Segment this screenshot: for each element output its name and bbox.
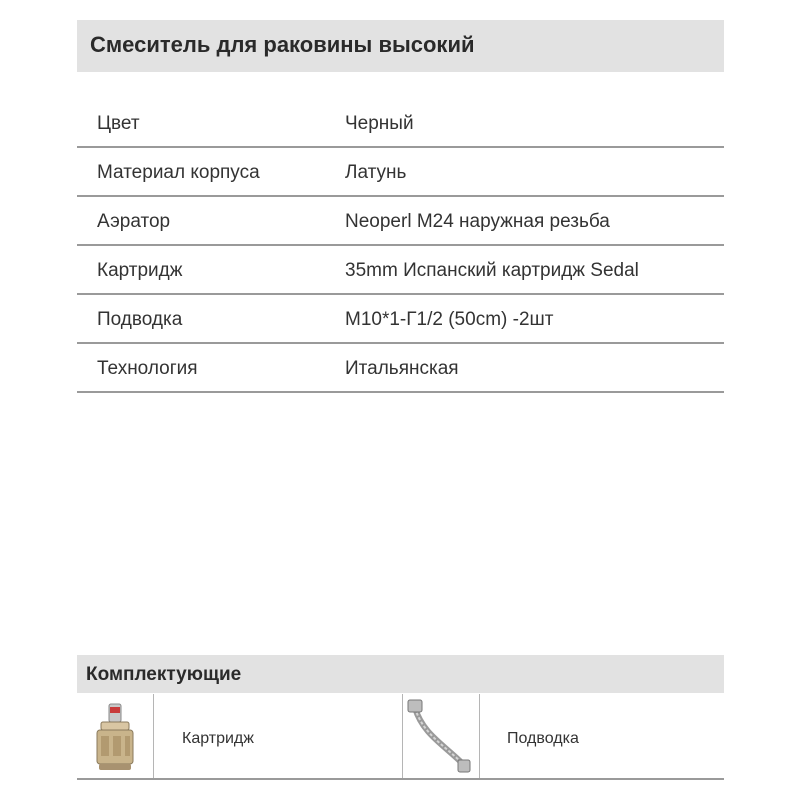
spec-row-cartridge <box>77 246 724 295</box>
kit-title: Комплектующие <box>86 664 242 685</box>
spec-value: Neoperl M24 наружная резьба <box>345 211 610 232</box>
spec-row-color <box>77 99 724 148</box>
kit-item-label: Подводка <box>507 730 579 747</box>
spec-value: Итальянская <box>345 358 459 379</box>
spec-value: 35mm Испанский картридж Sedal <box>345 260 639 281</box>
spec-label: Аэратор <box>97 211 171 232</box>
spec-table <box>77 99 724 393</box>
page-title: Смеситель для раковины высокий <box>90 32 475 57</box>
kit-row <box>77 694 724 780</box>
spec-row-aerator <box>77 197 724 246</box>
spec-label: Подводка <box>97 309 183 330</box>
spec-value: Латунь <box>345 162 407 183</box>
kit-item-label: Картридж <box>182 730 254 747</box>
spec-value: M10*1-Г1/2 (50cm) -2шт <box>345 309 554 330</box>
spec-row-technology <box>77 344 724 393</box>
cartridge-icon <box>77 694 153 778</box>
kit-header <box>77 655 724 693</box>
spec-label: Технология <box>97 358 198 379</box>
spec-label: Цвет <box>97 113 140 134</box>
spec-label: Материал корпуса <box>97 162 260 183</box>
title-bar <box>77 20 724 72</box>
kit-divider <box>153 694 154 778</box>
kit-divider <box>479 694 480 778</box>
spec-row-hose <box>77 295 724 344</box>
spec-value: Черный <box>345 113 414 134</box>
spec-label: Картридж <box>97 260 183 281</box>
hose-icon <box>403 694 479 778</box>
spec-row-material <box>77 148 724 197</box>
